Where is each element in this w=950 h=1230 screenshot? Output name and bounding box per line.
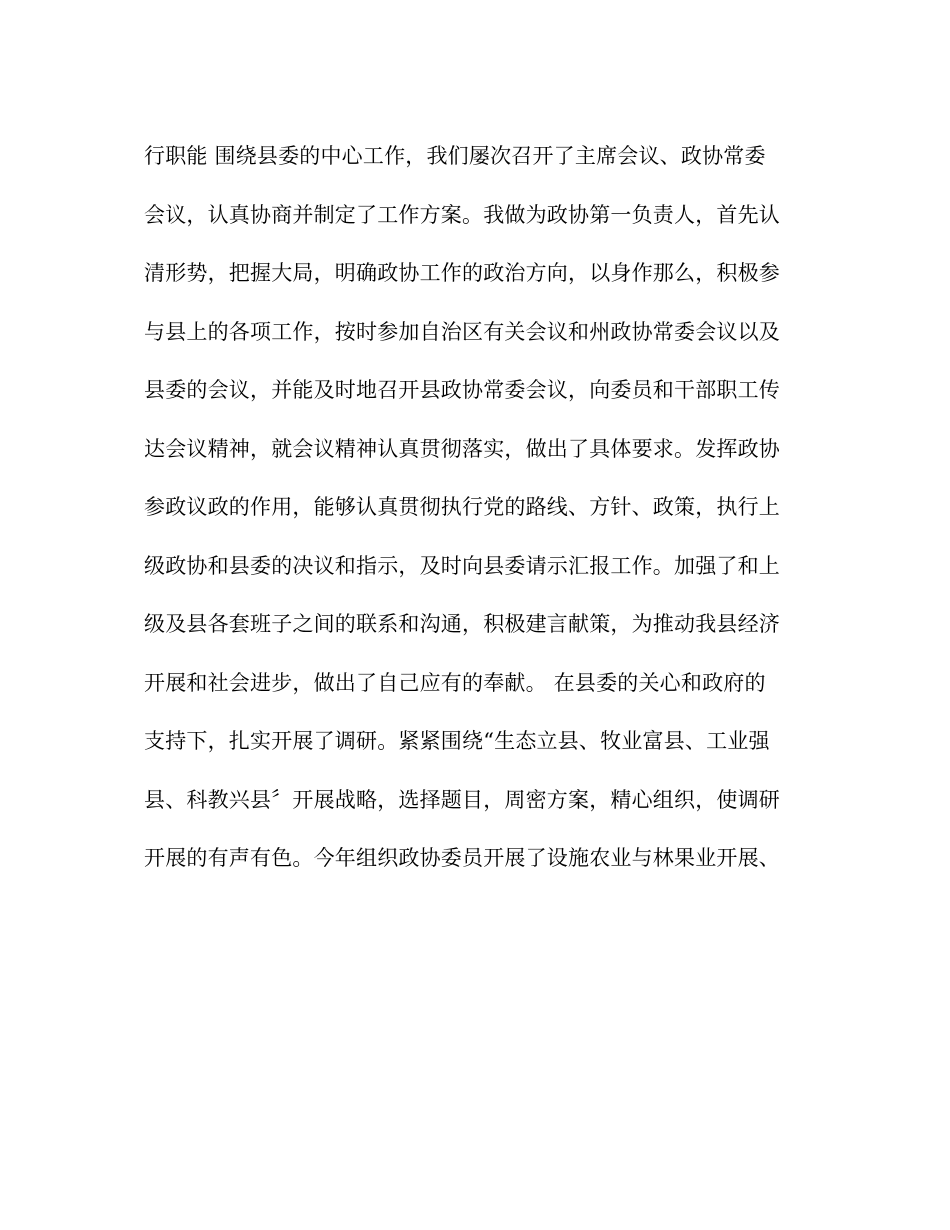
text-line: 与县上的各项工作，按时参加自治区有关会议和州政协常委会议以及 xyxy=(144,319,780,344)
text-line: 达会议精神，就会议精神认真贯彻落实，做出了具体要求。发挥政协 xyxy=(144,436,780,461)
text-line: 行职能 围绕县委的中心工作，我们屡次召开了主席会议、政协常委 xyxy=(144,144,766,168)
body-text xyxy=(144,133,804,894)
text-line: 级及县各套班子之间的联系和沟通，积极建言献策，为推动我县经济 xyxy=(144,612,780,636)
text-line: 开展的有声有色。今年组织政协委员开展了设施农业与林果业开展、 xyxy=(144,846,780,870)
text-line: 县、科教兴县〞开展战略，选择题目，周密方案，精心组织，使调研 xyxy=(144,787,780,812)
text-line: 参政议政的作用，能够认真贯彻执行党的路线、方针、政策，执行上 xyxy=(144,495,780,519)
text-line: 级政协和县委的决议和指示，及时向县委请示汇报工作。加强了和上 xyxy=(144,553,780,578)
text-line: 会议，认真协商并制定了工作方案。我做为政协第一负责人，首先认 xyxy=(144,202,780,227)
text-line: 清形势，把握大局，明确政协工作的政治方向，以身作那么，积极参 xyxy=(144,261,780,285)
text-line: 支持下，扎实开展了调研。紧紧围绕“生态立县、牧业富县、工业强 xyxy=(144,729,770,753)
text-line: 县委的会议，并能及时地召开县政协常委会议，向委员和干部职工传 xyxy=(144,378,780,402)
text-line: 开展和社会进步，做出了自己应有的奉献。 在县委的关心和政府的 xyxy=(144,670,766,695)
